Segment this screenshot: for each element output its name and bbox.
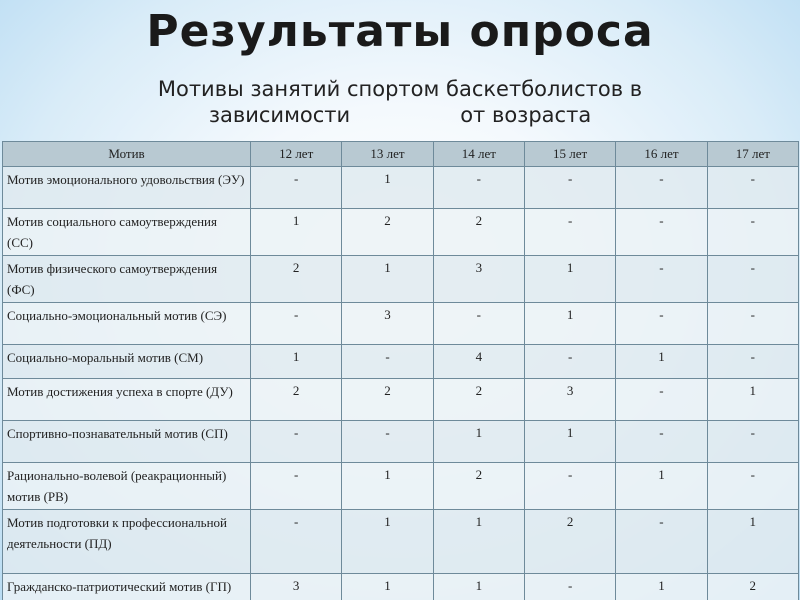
value-cell: -	[616, 379, 707, 421]
table-row	[3, 256, 799, 303]
value-cell: 1	[342, 256, 433, 303]
value-cell: 3	[524, 379, 615, 421]
value-cell: 4	[433, 345, 524, 379]
header-motive: Мотив	[3, 142, 251, 167]
value-cell: -	[616, 510, 707, 574]
value-cell: 1	[524, 303, 615, 345]
table-row	[3, 574, 799, 600]
value-cell: 1	[342, 510, 433, 574]
motive-cell: Гражданско-патриотический мотив (ГП)	[3, 574, 251, 600]
value-cell: -	[707, 345, 798, 379]
value-cell: -	[251, 510, 342, 574]
value-cell: -	[707, 421, 798, 463]
survey-table	[2, 141, 799, 600]
value-cell: 1	[616, 463, 707, 510]
subtitle-line-2-part-b: от возраста	[460, 103, 592, 127]
value-cell: -	[524, 463, 615, 510]
header-age-16: 16 лет	[616, 142, 707, 167]
value-cell: 1	[342, 167, 433, 209]
value-cell: -	[616, 256, 707, 303]
value-cell: 2	[342, 379, 433, 421]
value-cell: -	[616, 421, 707, 463]
page-title: Результаты опроса	[146, 6, 654, 57]
table-row	[3, 303, 799, 345]
motive-cell: Мотив физического самоутверждения (ФС)	[3, 256, 251, 303]
value-cell: -	[251, 463, 342, 510]
value-cell: -	[524, 345, 615, 379]
subtitle-line-2	[0, 102, 800, 128]
value-cell: 2	[433, 379, 524, 421]
motive-cell: Мотив социального самоутверждения (СС)	[3, 209, 251, 256]
value-cell: -	[616, 167, 707, 209]
value-cell: -	[251, 167, 342, 209]
value-cell: -	[251, 421, 342, 463]
header-age-14: 14 лет	[433, 142, 524, 167]
table-row	[3, 167, 799, 209]
value-cell: 2	[342, 209, 433, 256]
value-cell: 1	[707, 510, 798, 574]
header-age-17: 17 лет	[707, 142, 798, 167]
value-cell: -	[616, 209, 707, 256]
value-cell: 1	[342, 463, 433, 510]
value-cell: -	[707, 256, 798, 303]
value-cell: 1	[524, 421, 615, 463]
value-cell: 1	[433, 510, 524, 574]
value-cell: -	[707, 303, 798, 345]
value-cell: 2	[251, 379, 342, 421]
survey-table-body	[3, 167, 799, 600]
table-row	[3, 421, 799, 463]
table-row	[3, 345, 799, 379]
value-cell: 2	[707, 574, 798, 600]
motive-cell: Спортивно-познавательный мотив (СП)	[3, 421, 251, 463]
value-cell: -	[707, 463, 798, 510]
value-cell: -	[342, 345, 433, 379]
value-cell: 2	[433, 463, 524, 510]
motive-cell: Мотив подготовки к профессиональной деятельности (ПД)	[3, 510, 251, 574]
subtitle-line-2-part-a: зависимости	[208, 103, 351, 127]
value-cell: -	[707, 167, 798, 209]
motive-cell: Социально-эмоциональный мотив (СЭ)	[3, 303, 251, 345]
value-cell: 3	[433, 256, 524, 303]
value-cell: -	[524, 167, 615, 209]
value-cell: -	[433, 167, 524, 209]
header-age-15: 15 лет	[524, 142, 615, 167]
value-cell: 1	[251, 345, 342, 379]
value-cell: 1	[433, 421, 524, 463]
motive-cell: Мотив достижения успеха в спорте (ДУ)	[3, 379, 251, 421]
table-row	[3, 209, 799, 256]
value-cell: -	[707, 209, 798, 256]
value-cell: -	[524, 574, 615, 600]
motive-cell: Рационально-волевой (реакрационный) мотив (РВ)	[3, 463, 251, 510]
table-row	[3, 379, 799, 421]
value-cell: 1	[524, 256, 615, 303]
value-cell: -	[342, 421, 433, 463]
value-cell: 3	[251, 574, 342, 600]
subtitle	[0, 76, 800, 128]
value-cell: 1	[616, 574, 707, 600]
value-cell: 2	[433, 209, 524, 256]
value-cell: 2	[251, 256, 342, 303]
value-cell: 1	[616, 345, 707, 379]
value-cell: -	[433, 303, 524, 345]
value-cell: -	[251, 303, 342, 345]
value-cell: 1	[251, 209, 342, 256]
header-age-12: 12 лет	[251, 142, 342, 167]
value-cell: 3	[342, 303, 433, 345]
value-cell: -	[524, 209, 615, 256]
value-cell: 1	[707, 379, 798, 421]
value-cell: 2	[524, 510, 615, 574]
motive-cell: Мотив эмоционального удовольствия (ЭУ)	[3, 167, 251, 209]
table-header-row	[3, 142, 799, 167]
subtitle-line-1: Мотивы занятий спортом баскетболистов в	[157, 77, 643, 101]
value-cell: 1	[433, 574, 524, 600]
header-age-13: 13 лет	[342, 142, 433, 167]
table-row	[3, 510, 799, 574]
table-row	[3, 463, 799, 510]
value-cell: -	[616, 303, 707, 345]
motive-cell: Социально-моральный мотив (СМ)	[3, 345, 251, 379]
value-cell: 1	[342, 574, 433, 600]
